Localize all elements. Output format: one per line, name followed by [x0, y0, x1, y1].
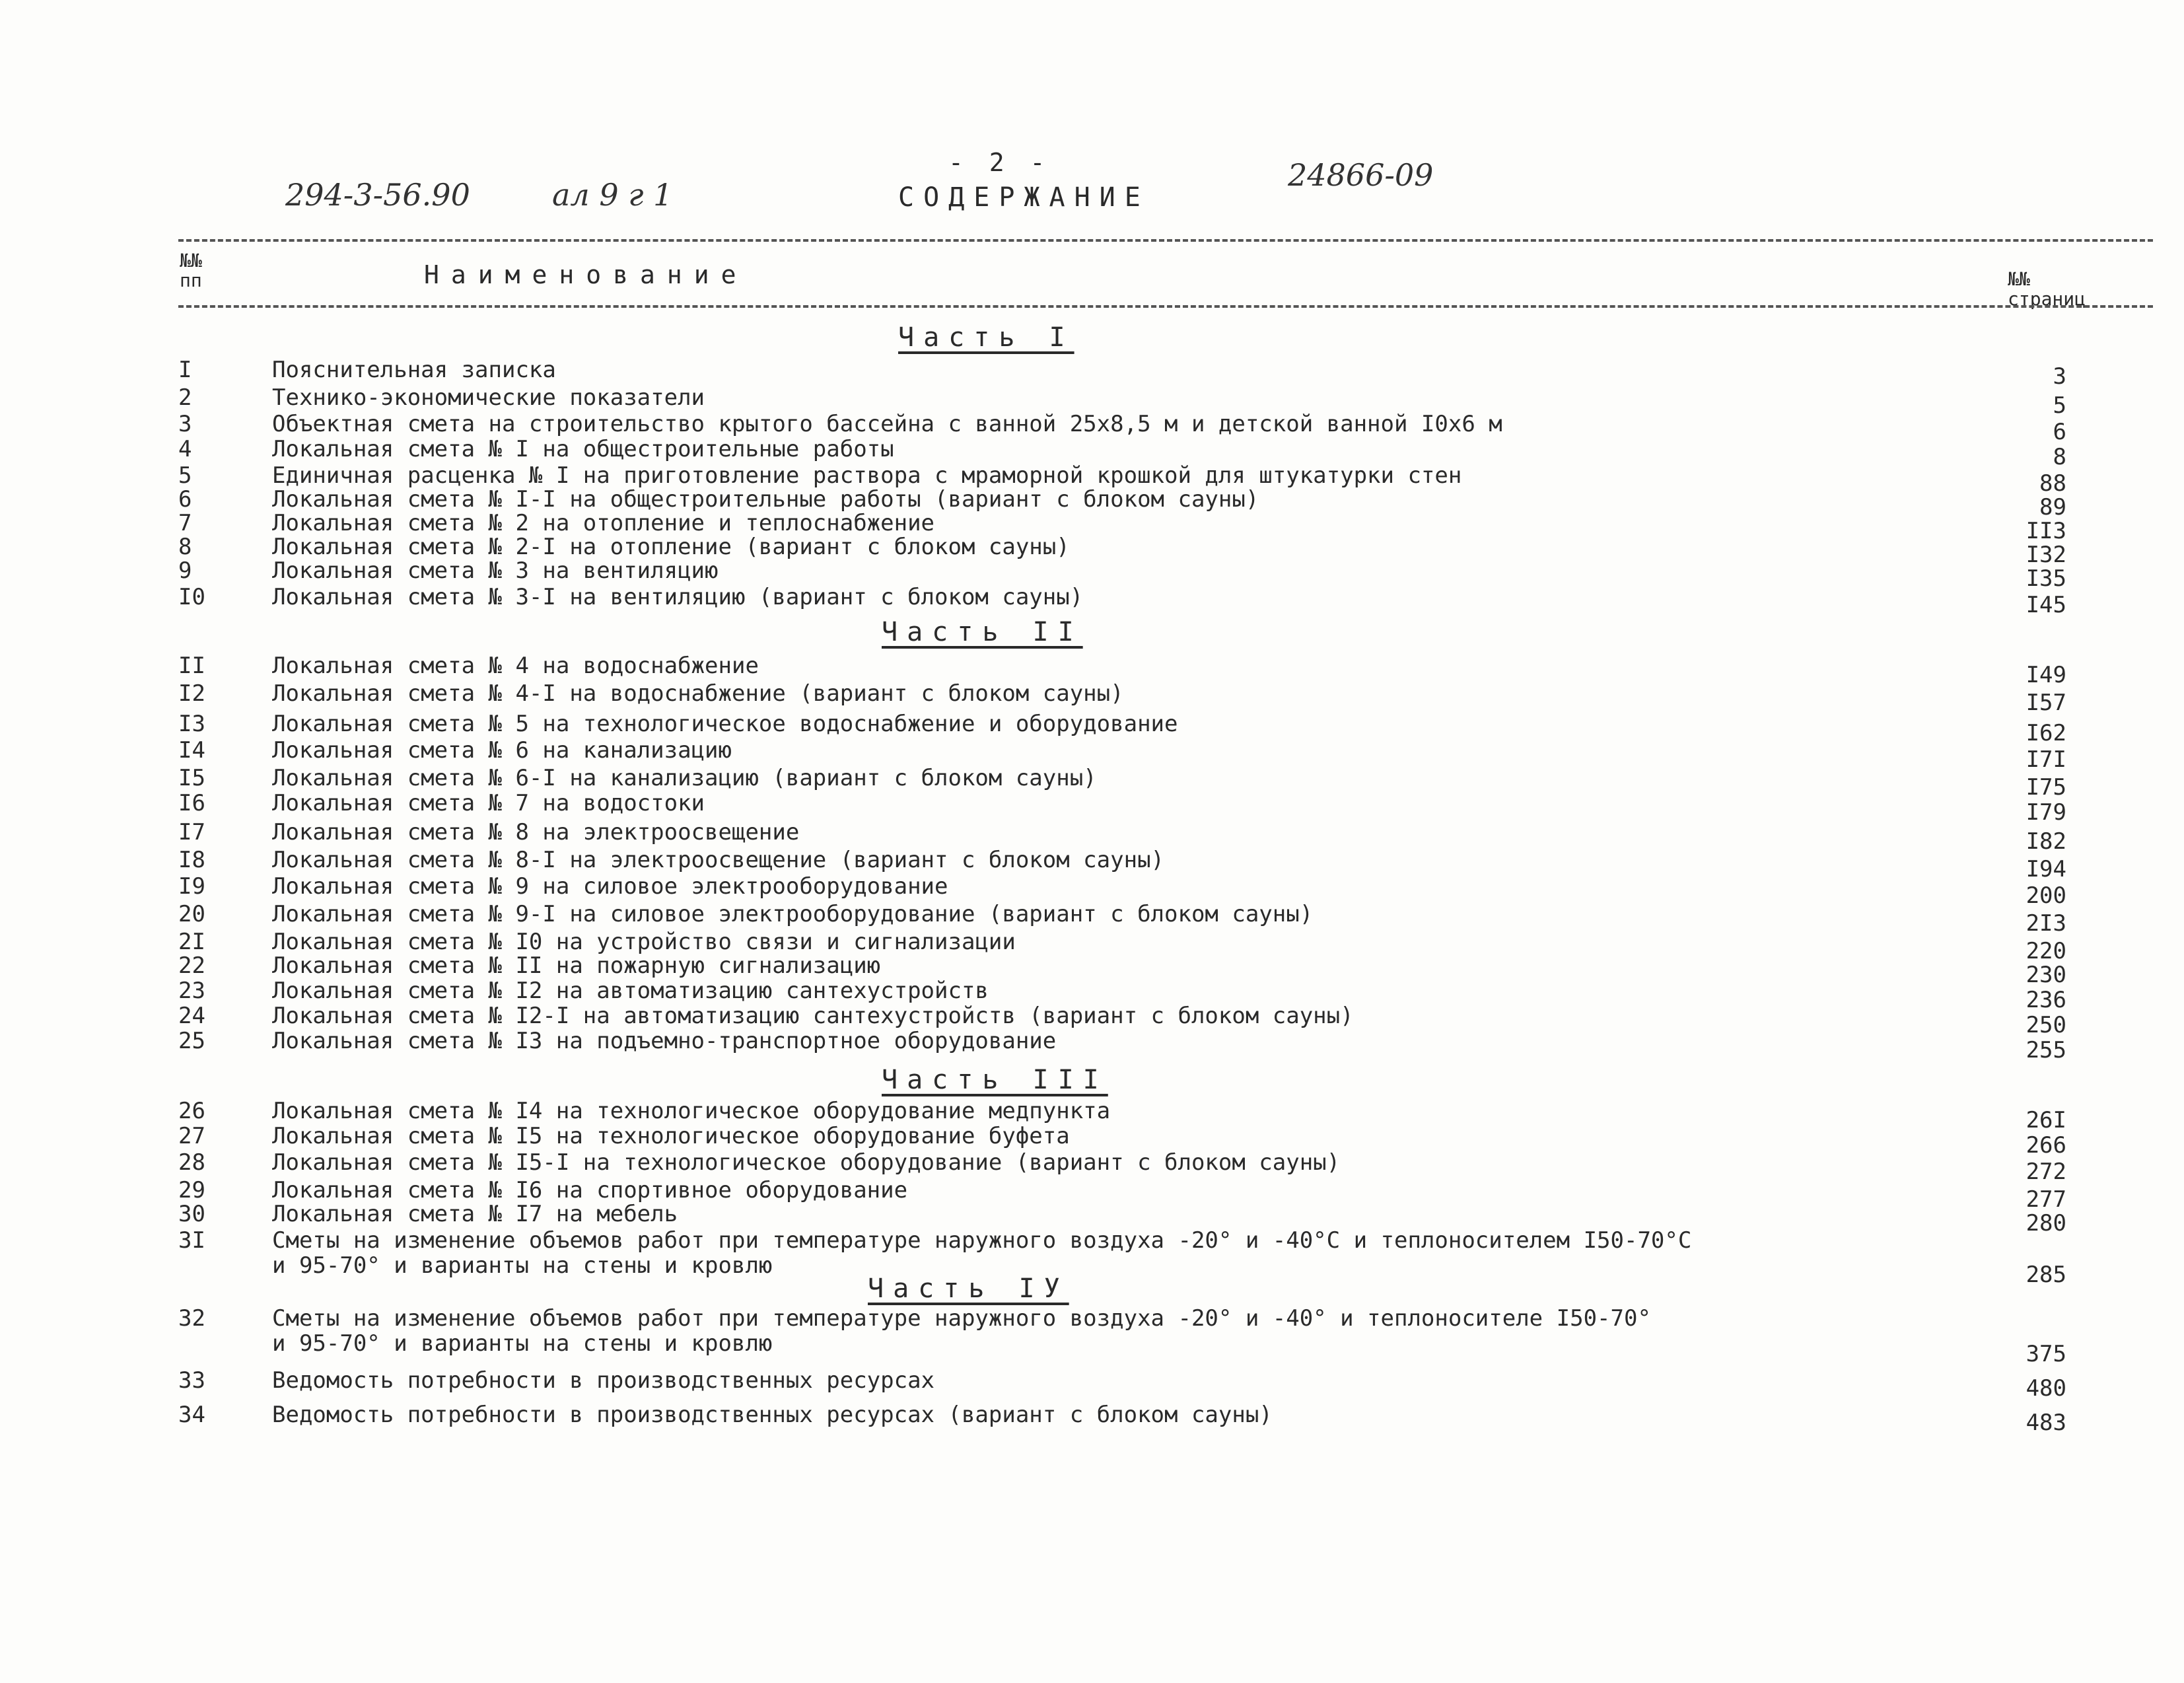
row-page: 480 [2025, 1375, 2066, 1402]
row-number: 20 [178, 901, 205, 927]
row-title: Локальная смета № I на общестроительные работы [272, 436, 894, 462]
row-number: 3 [178, 411, 192, 437]
toc-row [0, 1201, 2184, 1236]
row-title: Локальная смета № 9-I на силовое электрооборудование (вариант с блоком сауны) [272, 901, 1314, 927]
toc-row [0, 1149, 2184, 1185]
toc-row [0, 1098, 2184, 1133]
row-number: I [178, 357, 192, 383]
row-number: II [178, 653, 205, 679]
row-number: 32 [178, 1305, 205, 1332]
row-title: Локальная смета № 7 на водостоки [272, 790, 705, 816]
row-title: Пояснительная записка [272, 357, 556, 383]
row-page: II3 [2025, 518, 2066, 544]
row-title: Локальная смета № 6 на канализацию [272, 737, 732, 764]
row-page: 250 [2025, 1012, 2066, 1038]
row-number: I6 [178, 790, 205, 816]
row-title: Локальная смета № I5-I на технологическое оборудование (вариант с блоком сауны) [272, 1149, 1341, 1176]
toc-row [0, 1123, 2184, 1159]
row-number: I4 [178, 737, 205, 764]
part-heading: Часть IУ [868, 1273, 1069, 1304]
row-page: I79 [2025, 799, 2066, 826]
row-page: I49 [2025, 662, 2066, 688]
row-page: I57 [2025, 690, 2066, 716]
row-title-continued: и 95-70° и варианты на стены и кровлю [272, 1252, 773, 1279]
toc-row [0, 653, 2184, 688]
row-title: Локальная смета № 9 на силовое электрооборудование [272, 873, 948, 900]
header-rule-bottom [178, 305, 2153, 308]
toc-row [0, 1227, 2184, 1288]
row-number: 30 [178, 1201, 205, 1227]
row-page: 375 [2025, 1341, 2066, 1367]
row-title: Сметы на изменение объемов работ при температуре наружного воздуха -20° и -40° и теплоносителе I50-70° [272, 1305, 1651, 1332]
toc-row [0, 952, 2184, 988]
toc-row [0, 1003, 2184, 1038]
toc-row [0, 737, 2184, 773]
row-page: 89 [2039, 494, 2066, 520]
column-number-header: №№ пп [180, 250, 202, 291]
row-page: 255 [2025, 1037, 2066, 1063]
row-title: Локальная смета № I3 на подъемно-транспортное оборудование [272, 1028, 1057, 1054]
column-name-header: Наименование [424, 260, 748, 289]
row-number: 3I [178, 1227, 205, 1254]
row-page: I45 [2025, 592, 2066, 618]
toc-row [0, 680, 2184, 716]
document-code: 294-3-56.90 [285, 177, 470, 213]
toc-row [0, 534, 2184, 568]
row-title: Локальная смета № 5 на технологическое водоснабжение и оборудование [272, 711, 1178, 737]
row-title: Локальная смета № 3-I на вентиляцию (вариант с блоком сауны) [272, 584, 1084, 610]
toc-row [0, 711, 2184, 746]
row-number: 34 [178, 1402, 205, 1428]
row-title: Локальная смета № I2 на автоматизацию сантехустройств [272, 978, 989, 1004]
row-number: 6 [178, 486, 192, 513]
row-title: Локальная смета № I6 на спортивное оборудование [272, 1177, 908, 1203]
row-number: I5 [178, 765, 205, 791]
row-number: 33 [178, 1367, 205, 1394]
row-title: Локальная смета № 2 на отопление и теплоснабжение [272, 510, 935, 536]
row-title: Ведомость потребности в производственных ресурсах [272, 1367, 935, 1394]
row-title: Локальная смета № 6-I на канализацию (вариант с блоком сауны) [272, 765, 1097, 791]
row-number: I0 [178, 584, 205, 610]
inventory-code: 24866-09 [1288, 157, 1434, 193]
toc-row [0, 411, 2184, 445]
row-page: I35 [2025, 565, 2066, 592]
toc-row [0, 357, 2184, 390]
row-number: 29 [178, 1177, 205, 1203]
row-number: 26 [178, 1098, 205, 1124]
row-title: Локальная смета № I5 на технологическое оборудование буфета [272, 1123, 1070, 1149]
row-page: 3 [2053, 363, 2066, 390]
row-title: Локальная смета № 8 на электроосвещение [272, 819, 800, 845]
row-title: Сметы на изменение объемов работ при температуре наружного воздуха -20° и -40°С и теплоносителем I50-70°С [272, 1227, 1692, 1254]
row-number: I2 [178, 680, 205, 707]
row-page: 236 [2025, 987, 2066, 1013]
row-page: I62 [2025, 720, 2066, 746]
row-number: 2 [178, 384, 192, 411]
toc-row [0, 1028, 2184, 1063]
row-page: 280 [2025, 1210, 2066, 1236]
toc-row [0, 1402, 2184, 1436]
row-number: 25 [178, 1028, 205, 1054]
toc-row [0, 462, 2184, 497]
row-title: Локальная смета № 4-I на водоснабжение (вариант с блоком сауны) [272, 680, 1124, 707]
row-number: I3 [178, 711, 205, 737]
row-page: I82 [2025, 828, 2066, 855]
row-page: 8 [2053, 444, 2066, 470]
row-number: I9 [178, 873, 205, 900]
row-number: 2I [178, 929, 205, 955]
toc-row [0, 978, 2184, 1013]
toc-row [0, 819, 2184, 855]
page-number: - 2 - [948, 148, 1051, 177]
row-number: I8 [178, 847, 205, 873]
toc-row [0, 929, 2184, 964]
toc-row [0, 901, 2184, 937]
row-page: 200 [2025, 882, 2066, 909]
row-page: I75 [2025, 774, 2066, 801]
row-title: Локальная смета № 4 на водоснабжение [272, 653, 759, 679]
row-number: 28 [178, 1149, 205, 1176]
row-page: I7I [2025, 746, 2066, 773]
row-page: 6 [2053, 419, 2066, 445]
row-title: Локальная смета № I0 на устройство связи и сигнализации [272, 929, 1016, 955]
row-number: 8 [178, 534, 192, 560]
toc-row [0, 1177, 2184, 1213]
column-pages-header: №№ страниц [2008, 268, 2086, 310]
toc-row [0, 847, 2184, 882]
row-page: 5 [2053, 392, 2066, 419]
row-title: Локальная смета № 2-I на отопление (вариант с блоком сауны) [272, 534, 1070, 560]
toc-row [0, 873, 2184, 909]
row-title: Локальная смета № I7 на мебель [272, 1201, 678, 1227]
row-title: Ведомость потребности в производственных ресурсах (вариант с блоком сауны) [272, 1402, 1273, 1428]
row-number: 7 [178, 510, 192, 536]
row-page: 272 [2025, 1159, 2066, 1185]
page-title: СОДЕРЖАНИЕ [898, 182, 1150, 213]
toc-row [0, 557, 2184, 592]
row-number: I7 [178, 819, 205, 845]
row-number: 9 [178, 557, 192, 584]
toc-row [0, 436, 2184, 470]
part-heading: Часть I [898, 322, 1074, 353]
row-number: 27 [178, 1123, 205, 1149]
row-title-continued: и 95-70° и варианты на стены и кровлю [272, 1330, 773, 1357]
row-page: I32 [2025, 542, 2066, 568]
part-heading: Часть II [882, 617, 1083, 647]
row-page: 220 [2025, 938, 2066, 964]
row-number: 23 [178, 978, 205, 1004]
row-number: 5 [178, 462, 192, 489]
toc-row [0, 1305, 2184, 1367]
toc-row [0, 790, 2184, 826]
row-title: Объектная смета на строительство крытого бассейна с ванной 25х8,5 м и детской ванной I0х6 м [272, 411, 1502, 437]
row-page: 266 [2025, 1132, 2066, 1159]
row-title: Локальная смета № II на пожарную сигнализацию [272, 952, 881, 979]
toc-row [0, 584, 2184, 618]
toc-row [0, 384, 2184, 419]
row-page: 483 [2025, 1410, 2066, 1436]
row-number: 24 [178, 1003, 205, 1029]
toc-row [0, 486, 2184, 520]
row-number: 4 [178, 436, 192, 462]
row-page: 277 [2025, 1186, 2066, 1213]
row-title: Локальная смета № I-I на общестроительные работы (вариант с блоком сауны) [272, 486, 1259, 513]
row-page: 285 [2025, 1262, 2066, 1288]
row-title: Единичная расценка № I на приготовление раствора с мраморной крошкой для штукатурки стен [272, 462, 1462, 489]
part-heading: Часть III [882, 1065, 1108, 1095]
toc-row [0, 1367, 2184, 1402]
row-title: Локальная смета № I4 на технологическое оборудование медпункта [272, 1098, 1111, 1124]
row-number: 22 [178, 952, 205, 979]
row-title: Локальная смета № 3 на вентиляцию [272, 557, 719, 584]
row-title: Локальная смета № 8-I на электроосвещение (вариант с блоком сауны) [272, 847, 1165, 873]
row-page: 88 [2039, 470, 2066, 497]
album-number: ал 9 г 1 [552, 177, 673, 213]
row-title: Локальная смета № I2-I на автоматизацию сантехустройств (вариант с блоком сауны) [272, 1003, 1354, 1029]
row-page: 230 [2025, 962, 2066, 988]
row-page: I94 [2025, 856, 2066, 882]
row-page: 2I3 [2025, 910, 2066, 937]
header-rule-top [178, 239, 2153, 242]
toc-row [0, 510, 2184, 544]
toc-row [0, 765, 2184, 801]
row-page: 26I [2025, 1107, 2066, 1133]
row-title: Технико-экономические показатели [272, 384, 705, 411]
